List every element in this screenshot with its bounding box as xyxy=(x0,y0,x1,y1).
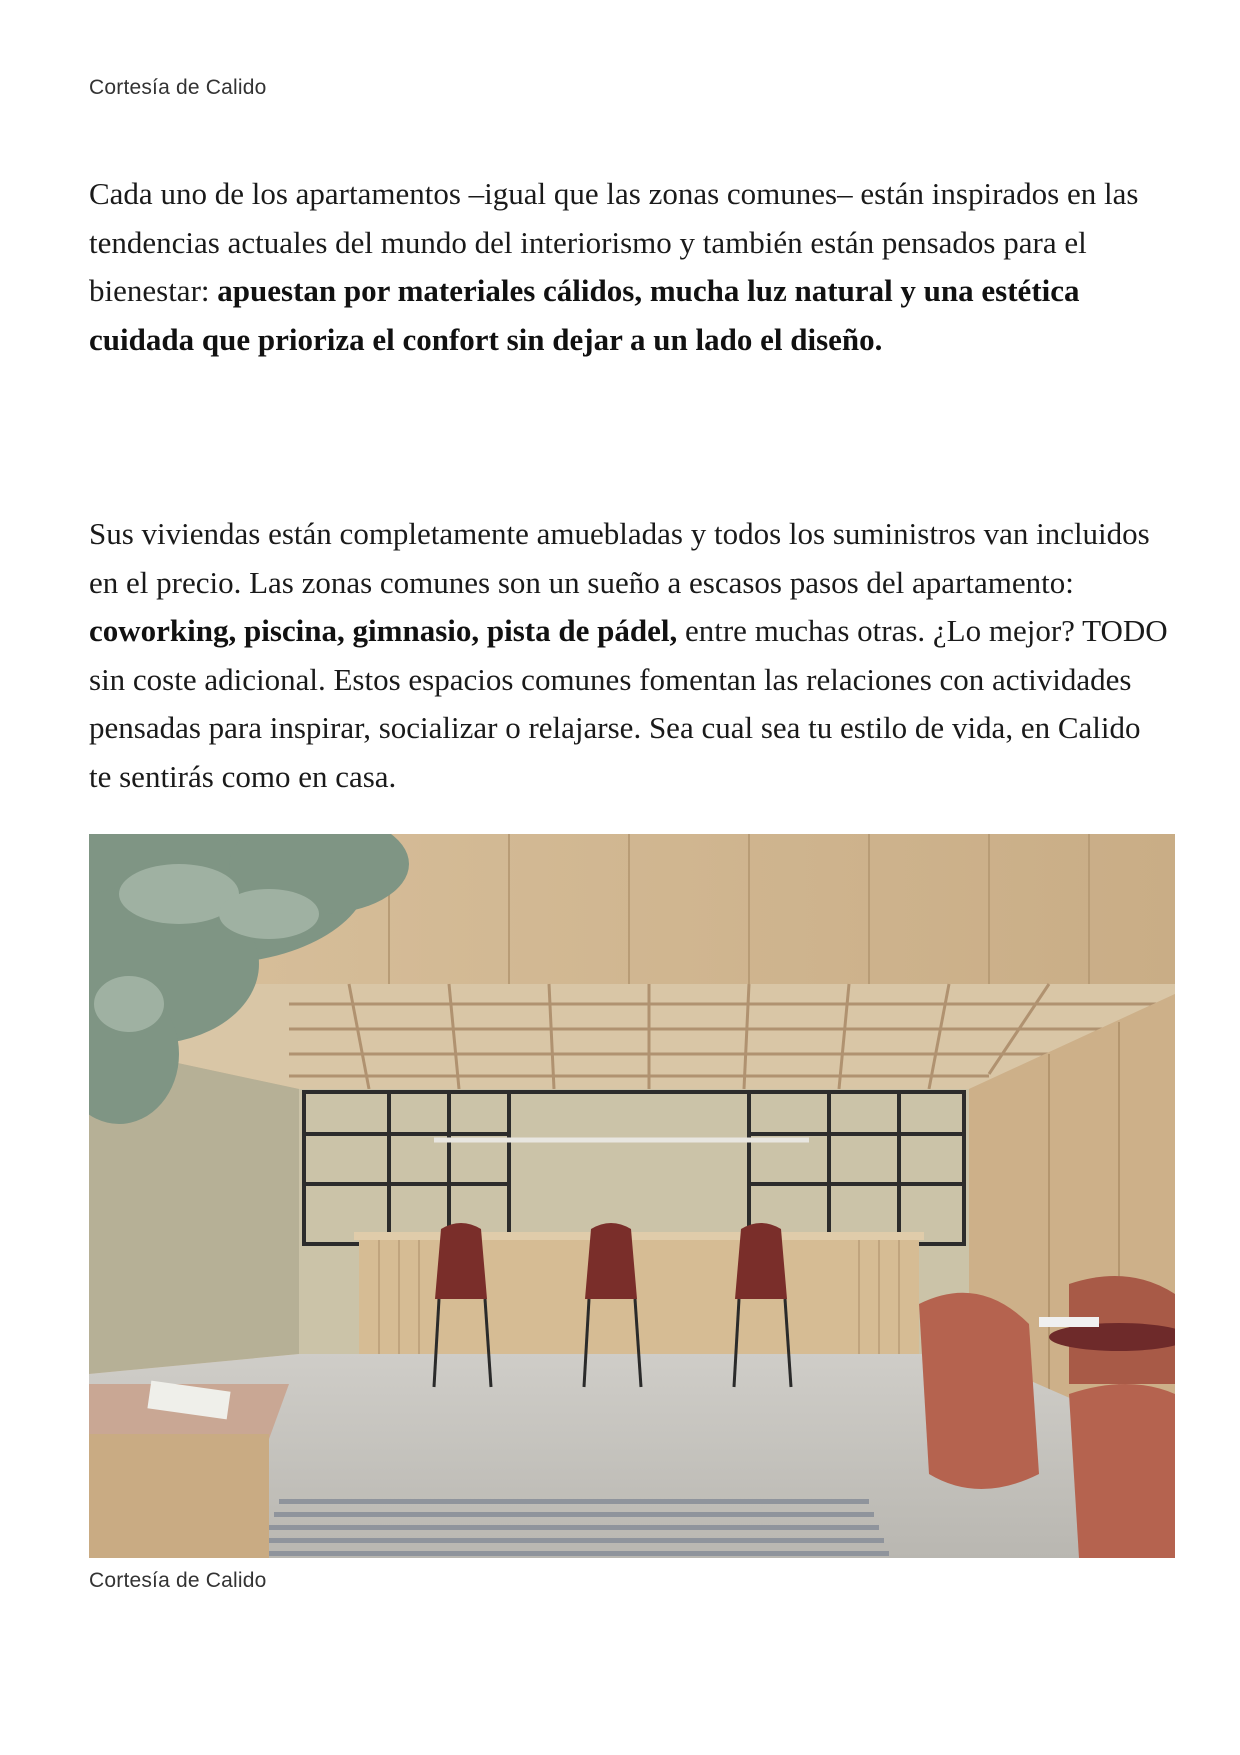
interior-illustration xyxy=(89,834,1175,1558)
paragraph-common-areas-bold: coworking, piscina, gimnasio, pista de pádel, xyxy=(89,613,678,648)
paragraph-apartments xyxy=(89,170,1169,364)
bench xyxy=(89,1434,269,1558)
photo-credit-caption-top: Cortesía de Calido xyxy=(89,76,267,99)
interior-lounge-photo xyxy=(89,834,1175,1558)
magazine-icon xyxy=(1039,1317,1099,1327)
counter-top xyxy=(354,1232,924,1240)
armchair xyxy=(919,1293,1039,1489)
paragraph-apartments-text: Cada uno de los apartamentos –igual que las zonas comunes– están inspirados en las tendencias actuales del mundo del interiorismo y también están pensados para el bienestar: xyxy=(89,176,1139,308)
paragraph-apartments-bold: apuestan por materiales cálidos, mucha luz natural y una estética cuidada que prioriza el confort sin dejar a un lado el diseño. xyxy=(89,273,1080,357)
armchair xyxy=(1069,1384,1175,1558)
paragraph-common-areas xyxy=(89,510,1169,801)
photo-credit-caption-bottom: Cortesía de Calido xyxy=(89,1569,267,1592)
paragraph-common-areas-text-end: entre muchas otras. ¿Lo mejor? TODO sin coste adicional. Estos espacios comunes fomentan las relaciones con actividades pensadas para inspirar, socializar o relajarse. Sea cual sea tu estilo de vida, en Calido te sentirás como en casa. xyxy=(89,613,1168,794)
paragraph-common-areas-text-start: Sus viviendas están completamente amuebladas y todos los suministros van incluidos en el precio. Las zonas comunes son un sueño a escasos pasos del apartamento: xyxy=(89,516,1150,600)
